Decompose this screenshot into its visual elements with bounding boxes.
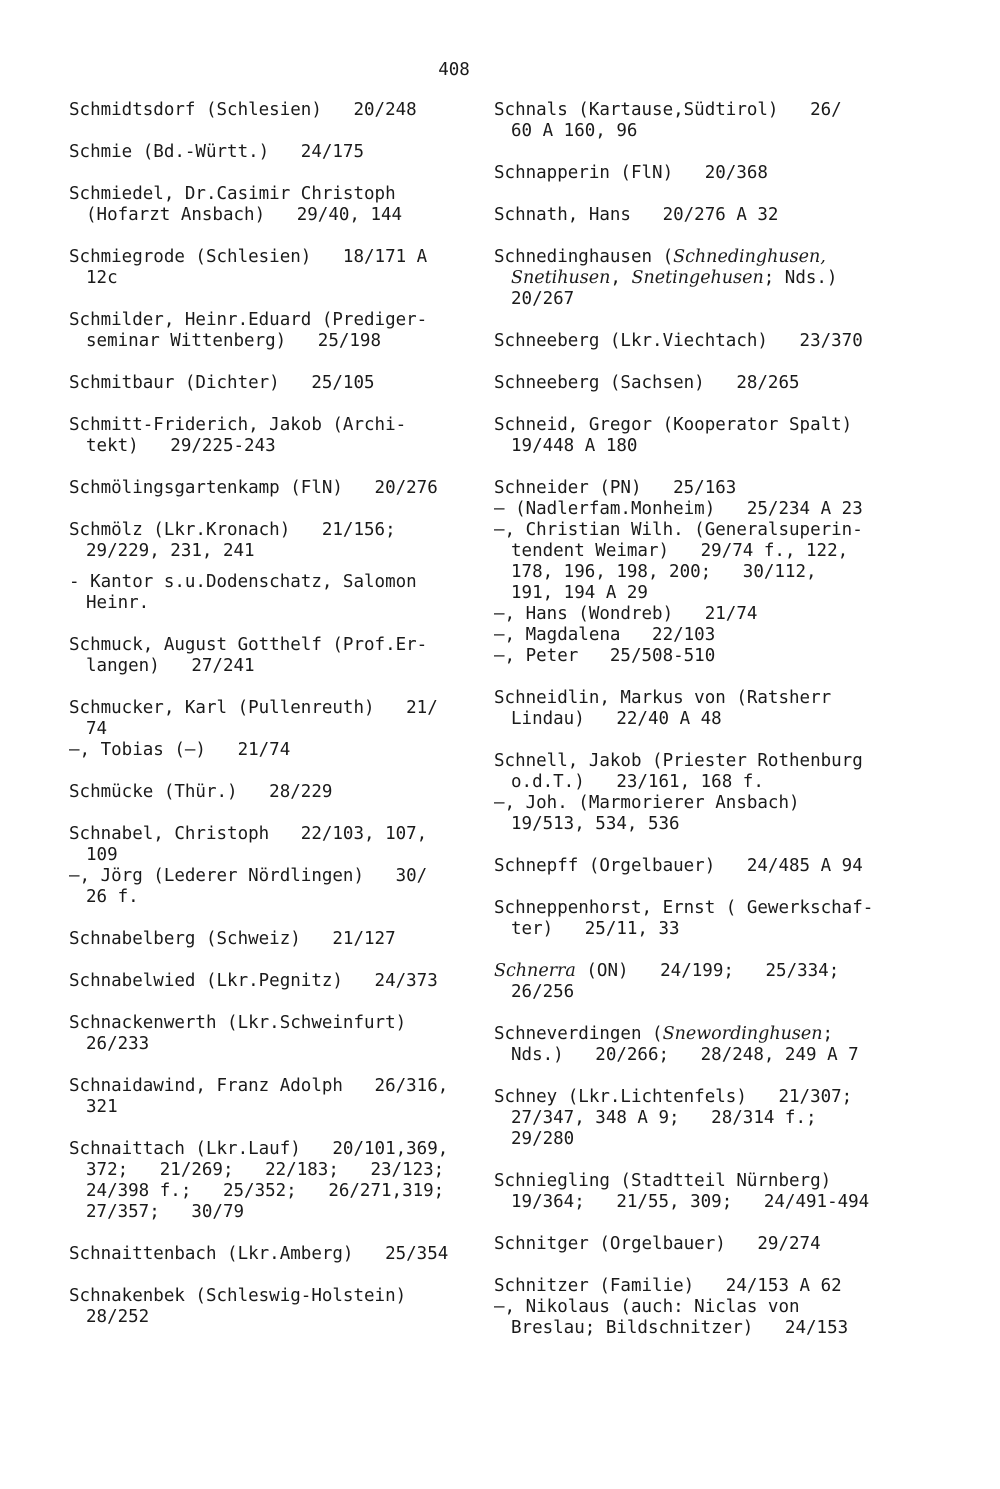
entry-line: Schmilder, Heinr.Eduard (Prediger-	[69, 310, 428, 330]
entry-line: 19/448 A 180	[511, 436, 638, 456]
entry-line: Schney (Lkr.Lichtenfels) 21/307;	[494, 1087, 853, 1107]
index-entry	[69, 1286, 479, 1328]
entry-line	[494, 247, 894, 268]
index-entry	[69, 373, 479, 394]
italic-term: Snetingehusen	[631, 268, 764, 288]
entry-line: 19/364; 21/55, 309; 24/491-494	[511, 1192, 870, 1212]
text-segment: ;	[822, 1024, 834, 1044]
entry-line: 28/252	[86, 1307, 150, 1327]
text-segment: ; Nds.)	[763, 268, 838, 288]
entry-line: Schnaittenbach (Lkr.Amberg) 25/354	[69, 1244, 449, 1264]
entry-line: Heinr.	[86, 593, 150, 613]
index-entry	[494, 751, 894, 835]
text-segment: Schneverdingen (	[494, 1024, 663, 1044]
entry-line: 24/398 f.; 25/352; 26/271,319;	[86, 1181, 445, 1201]
index-entry	[494, 205, 894, 226]
entry-line: Schniegling (Stadtteil Nürnberg)	[494, 1171, 832, 1191]
index-entry	[494, 1276, 894, 1339]
entry-line: Schnackenwerth (Lkr.Schweinfurt)	[69, 1013, 407, 1033]
index-column-left	[69, 100, 479, 1349]
entry-line: 27/357; 30/79	[86, 1202, 245, 1222]
entry-line: 321	[86, 1097, 118, 1117]
index-entry	[69, 782, 479, 803]
entry-line: Schnapperin (FlN) 20/368	[494, 163, 768, 183]
entry-line: Schnitzer (Familie) 24/153 A 62	[494, 1276, 842, 1296]
entry-line: Schneeberg (Sachsen) 28/265	[494, 373, 800, 393]
entry-line	[494, 268, 894, 289]
entry-line: Nds.) 20/266; 28/248, 249 A 7	[511, 1045, 859, 1065]
entry-line: Lindau) 22/40 A 48	[511, 709, 722, 729]
entry-line: —, Christian Wilh. (Generalsuperin-	[494, 520, 863, 540]
entry-line: tendent Weimar) 29/74 f., 122,	[511, 541, 849, 561]
entry-line	[494, 1024, 894, 1045]
entry-line: langen) 27/241	[86, 656, 255, 676]
entry-line: Schmitt-Friderich, Jakob (Archi-	[69, 415, 407, 435]
entry-line: 29/280	[511, 1129, 575, 1149]
entry-line: Schnaidawind, Franz Adolph 26/316,	[69, 1076, 449, 1096]
index-entry	[69, 971, 479, 992]
index-entry	[69, 520, 479, 614]
entry-line: Schnitger (Orgelbauer) 29/274	[494, 1234, 821, 1254]
italic-term: Snewordinghusen	[662, 1024, 823, 1044]
index-entry	[494, 373, 894, 394]
index-entry	[494, 478, 894, 667]
entry-line: Schnell, Jakob (Priester Rothenburg	[494, 751, 863, 771]
entry-line: 191, 194 A 29	[511, 583, 648, 603]
entry-line: 372; 21/269; 22/183; 23/123;	[86, 1160, 445, 1180]
text-segment: Schnedinghausen (	[494, 247, 674, 267]
entry-line: Schneid, Gregor (Kooperator Spalt)	[494, 415, 853, 435]
text-segment: (ON) 24/199; 25/334;	[575, 961, 840, 981]
index-column-right	[494, 100, 894, 1360]
index-entry	[69, 478, 479, 499]
index-entry	[494, 163, 894, 184]
entry-line: — (Nadlerfam.Monheim) 25/234 A 23	[494, 499, 863, 519]
entry-line: —, Magdalena 22/103	[494, 625, 716, 645]
entry-line: —, Peter 25/508-510	[494, 646, 716, 666]
entry-line	[494, 961, 894, 982]
italic-term: Schnedinghusen,	[673, 247, 826, 267]
entry-line: 26/256	[511, 982, 575, 1002]
entry-line: 26/233	[86, 1034, 150, 1054]
index-entry	[69, 929, 479, 950]
entry-line: 29/229, 231, 241	[86, 541, 255, 561]
entry-line: Schnabelwied (Lkr.Pegnitz) 24/373	[69, 971, 438, 991]
entry-line: Schnals (Kartause,Südtirol) 26/	[494, 100, 842, 120]
index-entry	[69, 247, 479, 289]
index-entry	[494, 688, 894, 730]
index-entry	[69, 1076, 479, 1118]
entry-line: (Hofarzt Ansbach) 29/40, 144	[86, 205, 403, 225]
index-entry	[494, 100, 894, 142]
index-entry	[69, 184, 479, 226]
entry-line: tekt) 29/225-243	[86, 436, 276, 456]
entry-line: o.d.T.) 23/161, 168 f.	[511, 772, 764, 792]
index-entry	[494, 415, 894, 457]
entry-line: seminar Wittenberg) 25/198	[86, 331, 382, 351]
entry-line: Schneeberg (Lkr.Viechtach) 23/370	[494, 331, 863, 351]
index-entry	[69, 415, 479, 457]
entry-line: 12c	[86, 268, 118, 288]
index-entry	[494, 1024, 894, 1066]
entry-line: 60 A 160, 96	[511, 121, 638, 141]
index-entry	[69, 1013, 479, 1055]
entry-line: Breslau; Bildschnitzer) 24/153	[511, 1318, 849, 1338]
index-entry	[494, 247, 894, 310]
entry-line: Schmiedel, Dr.Casimir Christoph	[69, 184, 396, 204]
index-entry	[494, 856, 894, 877]
entry-line: —, Joh. (Marmorierer Ansbach)	[494, 793, 800, 813]
index-entry	[494, 331, 894, 352]
italic-term: Schnerra	[494, 961, 576, 981]
entry-line: Schmölingsgartenkamp (FlN) 20/276	[69, 478, 438, 498]
page-number: 408	[438, 60, 470, 80]
index-entry	[494, 961, 894, 1003]
entry-line: Schmie (Bd.-Württ.) 24/175	[69, 142, 365, 162]
entry-line: Schmölz (Lkr.Kronach) 21/156;	[69, 520, 396, 540]
entry-line: Schmuck, August Gotthelf (Prof.Er-	[69, 635, 428, 655]
entry-line: Schnabel, Christoph 22/103, 107,	[69, 824, 428, 844]
entry-line: Schmitbaur (Dichter) 25/105	[69, 373, 375, 393]
index-entry	[69, 635, 479, 677]
italic-term: Snetihusen	[511, 268, 611, 288]
entry-line: —, Jörg (Lederer Nördlingen) 30/	[69, 866, 428, 886]
index-entry	[494, 1171, 894, 1213]
entry-line: 19/513, 534, 536	[511, 814, 680, 834]
index-entry	[494, 1087, 894, 1150]
entry-line: Schneppenhorst, Ernst ( Gewerkschaf-	[494, 898, 874, 918]
index-entry	[69, 100, 479, 121]
entry-line: Schmiegrode (Schlesien) 18/171 A	[69, 247, 428, 267]
entry-line: 26 f.	[86, 887, 139, 907]
entry-line: —, Hans (Wondreb) 21/74	[494, 604, 758, 624]
index-entry	[69, 310, 479, 352]
entry-line: Schmidtsdorf (Schlesien) 20/248	[69, 100, 417, 120]
entry-line: —, Tobias (—) 21/74	[69, 740, 291, 760]
entry-line: Schnakenbek (Schleswig-Holstein)	[69, 1286, 407, 1306]
entry-line: Schnabelberg (Schweiz) 21/127	[69, 929, 396, 949]
entry-line: - Kantor s.u.Dodenschatz, Salomon	[69, 572, 417, 592]
entry-line: —, Nikolaus (auch: Niclas von	[494, 1297, 800, 1317]
entry-line: Schnaittach (Lkr.Lauf) 20/101,369,	[69, 1139, 449, 1159]
entry-line: ter) 25/11, 33	[511, 919, 680, 939]
entry-line: 20/267	[511, 289, 575, 309]
entry-line: Schneider (PN) 25/163	[494, 478, 737, 498]
index-entry	[69, 1244, 479, 1265]
index-entry	[69, 698, 479, 761]
entry-line: 27/347, 348 A 9; 28/314 f.;	[511, 1108, 817, 1128]
index-entry	[69, 142, 479, 163]
entry-line: Schmucker, Karl (Pullenreuth) 21/	[69, 698, 438, 718]
index-entry	[69, 1139, 479, 1223]
entry-line: 178, 196, 198, 200; 30/112,	[511, 562, 817, 582]
entry-line: 109	[86, 845, 118, 865]
index-entry	[494, 1234, 894, 1255]
index-entry	[494, 898, 894, 940]
entry-line: Schneidlin, Markus von (Ratsherr	[494, 688, 832, 708]
index-entry	[69, 824, 479, 908]
entry-line: Schnath, Hans 20/276 A 32	[494, 205, 779, 225]
entry-line: 74	[86, 719, 108, 739]
entry-line: Schnepff (Orgelbauer) 24/485 A 94	[494, 856, 863, 876]
entry-line: Schmücke (Thür.) 28/229	[69, 782, 333, 802]
text-segment: ,	[610, 268, 632, 288]
